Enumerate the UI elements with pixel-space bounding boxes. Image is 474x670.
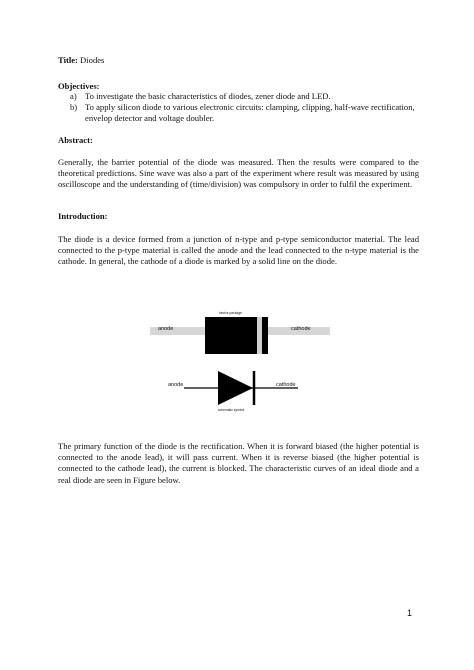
top-cathode-label: cathode (291, 326, 311, 332)
schematic-triangle (218, 371, 253, 405)
title-value: Diodes (80, 55, 105, 65)
page-number: 1 (407, 608, 413, 618)
title-label: Title: (58, 55, 78, 65)
bottom-cathode-label: cathode (276, 382, 296, 388)
device-package-caption: device package (219, 311, 242, 315)
abstract-heading: Abstract: (58, 135, 93, 145)
objective-text: To apply silicon diode to various electronic circuits: clamping, clipping, half-wave rectification, envelop detector and voltage doubler. (85, 102, 415, 124)
title-line (58, 55, 104, 66)
objective-item-b (70, 102, 420, 124)
introduction-paragraph-2: The primary function of the diode is the rectification. When it is forward biased (the higher potential is connected to the anode lead), it will pass current. When it is reverse biased (the higher potential is connected to the cathode lead), the current is blocked. The characteristic curves of an ideal diode and a real diode are seen in Figure below. (58, 441, 419, 485)
objective-text: To investigate the basic characteristics of diodes, zener diode and LED. (85, 91, 331, 101)
introduction-paragraph-1: The diode is a device formed from a junction of n-type and p-type semiconductor material. The lead connected to the p-type material is called the anode and the lead connected to the n-type material is the cathode. In general, the cathode of a diode is marked by a solid line on the diode. (58, 234, 419, 267)
objectives-heading: Objectives: (58, 81, 100, 91)
top-anode-label: anode (158, 326, 174, 332)
introduction-heading: Introduction: (58, 211, 108, 221)
objective-marker: b) (70, 102, 78, 112)
abstract-text: Generally, the barrier potential of the diode was measured. Then the results were compared to the theoretical predictions. Sine wave was also a part of the experiment where result was measured by using oscilloscope and the understanding of (time/division) was compulsory in order to fulfil the experiment. (58, 157, 419, 190)
schematic-symbol-caption: schematic symbol (218, 408, 245, 412)
objective-item-a (70, 91, 420, 102)
objective-marker: a) (70, 91, 77, 101)
diode-figure-graphic (150, 305, 330, 415)
diode-body (205, 317, 257, 354)
bottom-anode-label: anode (168, 382, 184, 388)
diode-cathode-band (262, 317, 268, 354)
diode-band-gap (257, 317, 262, 354)
diode-figure (150, 305, 330, 415)
